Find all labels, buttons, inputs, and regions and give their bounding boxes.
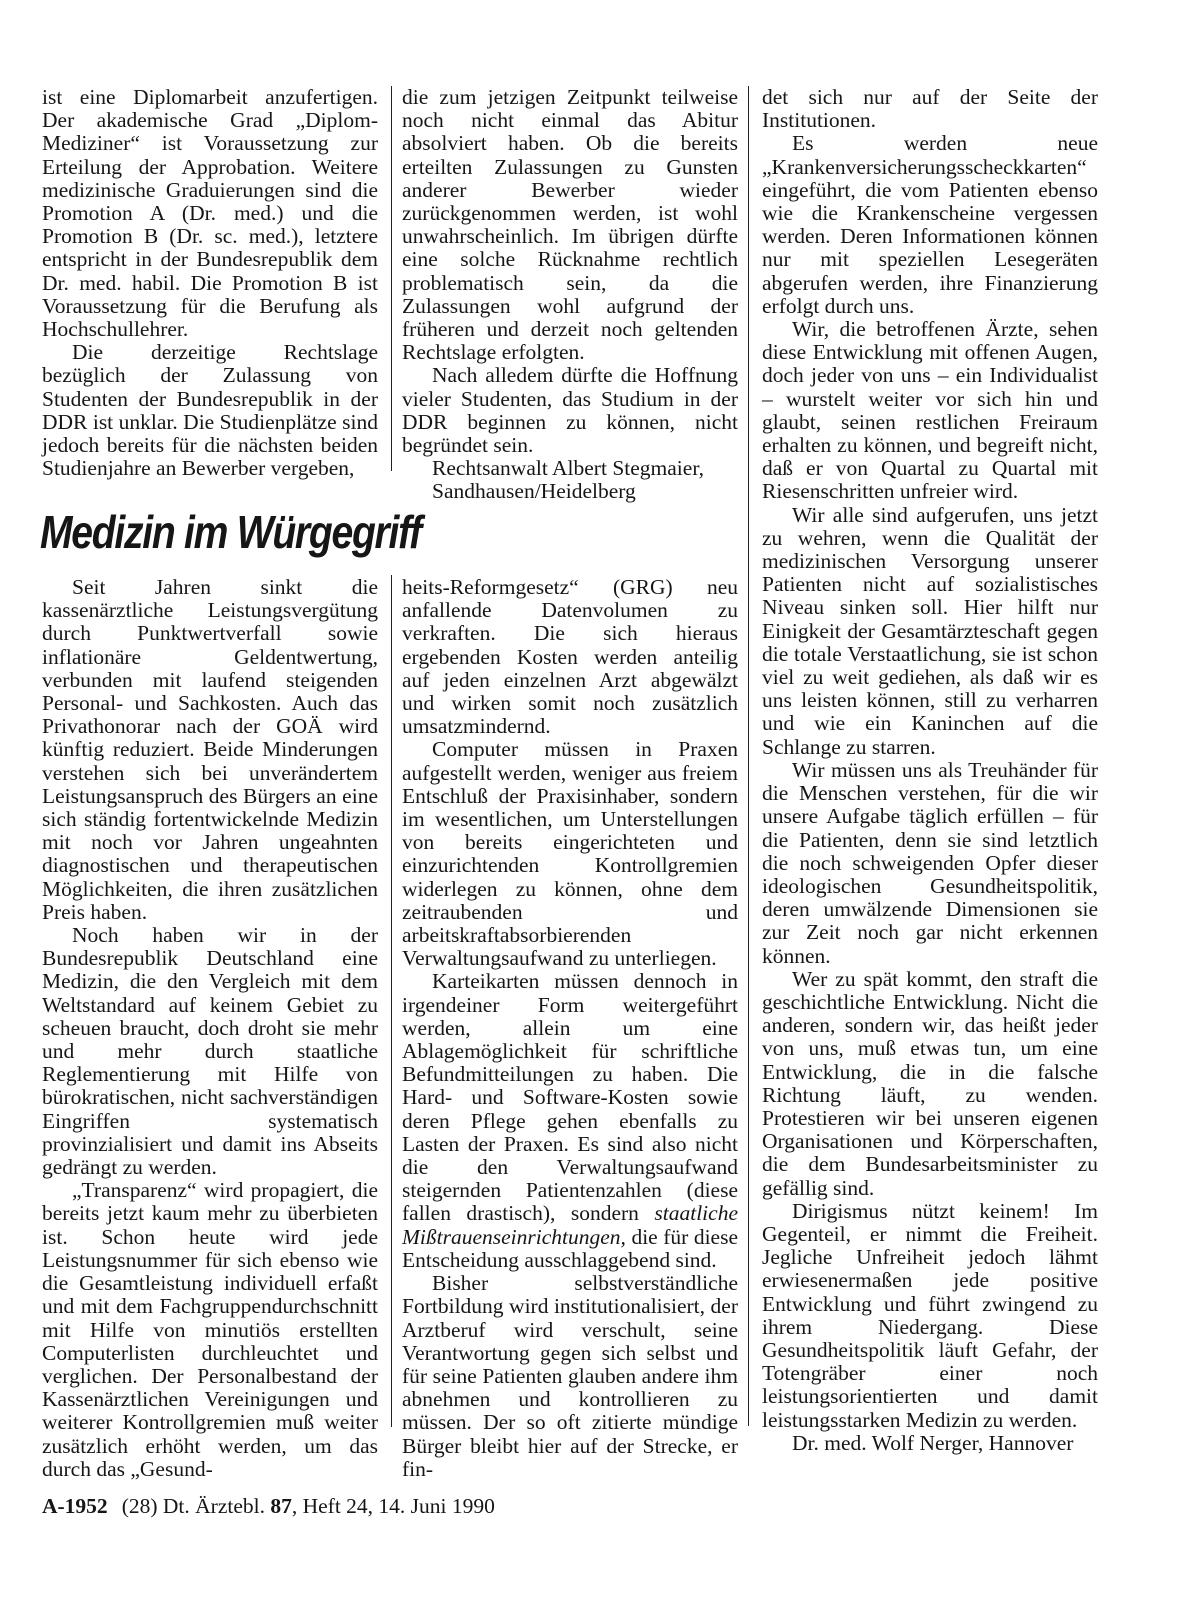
- paragraph: Noch haben wir in der Bundesrepublik Deutschland eine Medizin, die den Vergleich mit dem Weltstandard auf keinem Gebiet zu scheuen braucht, doch droht sie mehr und mehr durch staatliche Reglementierung mit Hilfe von bürokratischen, nicht sachverständigen Eingriffen systematisch provinzialisiert und damit ins Abseits gedrängt zu werden.: [42, 923, 378, 1180]
- paragraph: Dirigismus nützt keinem! Im Gegenteil, er nimmt die Freiheit. Jegliche Unfreiheit jedoch lähmt erwiesenermaßen jede positive Entwicklung und führt zwingend zu ihrem Niedergang. Diese Gesundheitspolitik läuft Gefahr, der Totengräber einer noch leistungsorientierten und damit leistungsstarken Medizin zu werden.: [762, 1198, 1098, 1432]
- paragraph: Es werden neue „Krankenversicherungsscheckkarten“ eingeführt, die vom Patienten ebenso wie die Krankenscheine vergessen werden. Deren Informationen können nur mit speziellen Lesegeräten abgerufen werden, ihre Finanzierung erfolgt durch uns.: [762, 131, 1098, 318]
- paragraph-text: Karteikarten müssen dennoch in irgendeiner Form weitergeführt werden, allein um eine Ablagemöglichkeit für schriftliche Befundmitteilungen zu haben. Die Hard- und Software-Kosten sowie deren Pflege gehen ebenfalls zu Lasten der Praxen. Es sind also nicht die den Verwaltungsaufwand steigernden Patientenzahlen (diese fallen drastisch), sondern: [402, 969, 738, 1226]
- journal-volume: 87: [270, 1494, 292, 1518]
- column-rule: [391, 86, 392, 471]
- paragraph: Nach alledem dürfte die Hoffnung vieler Studenten, das Studium in der DDR beginnen zu können, nicht begründet sein.: [402, 363, 738, 458]
- article-column-2: [402, 576, 738, 1481]
- journal-reference: (28) Dt. Ärztebl.: [121, 1494, 265, 1518]
- article-column-3: [762, 86, 1098, 1455]
- signature-line: Rechtsanwalt Albert Stegmaier,: [432, 456, 704, 481]
- top-column-1: [42, 86, 378, 480]
- article-headline: Medizin im Würgegriff: [40, 506, 421, 558]
- italic-phrase: staatliche Mißtrauenseinrichtungen,: [402, 1201, 738, 1249]
- paragraph: [402, 970, 738, 1272]
- signature-line: Dr. med. Wolf Nerger, Hannover: [792, 1430, 1074, 1455]
- paragraph-text: die für diese Entscheidung ausschlaggebend sind.: [402, 1224, 738, 1272]
- paragraph: ist eine Diplomarbeit anzufertigen. Der akademische Grad „Diplom-Mediziner“ ist Voraussetzung zur Erteilung der Approbation. Weitere medizinische Graduierungen sind die Promotion A (Dr. med.) und die Promotion B (Dr. sc. med.), letztere entspricht in der Bundesrepublik dem Dr. med. habil. Die Promotion B ist Voraussetzung für die Berufung als Hochschullehrer.: [42, 85, 378, 342]
- paragraph: Bisher selbstverständliche Fortbildung wird institutionalisiert, der Arztberuf wird verschult, seine Verantwortung gegen sich selbst und für seine Patienten glauben andere ihm abnehmen und kontrollieren zu müssen. Der so oft zitierte mündige Bürger bleibt hier auf der Strecke, er fin-: [402, 1271, 738, 1481]
- paragraph: Computer müssen in Praxen aufgestellt werden, weniger aus freiem Entschluß der Praxisinhaber, sondern im wesentlichen, um Unterstellungen von bereits eingerichteten und einzurichtenden Kontrollgremien widerlegen zu können, ohne dem zeitraubenden und arbeitskraftabsorbierenden Verwaltungsaufwand zu unterliegen.: [402, 737, 738, 971]
- paragraph: Wir, die betroffenen Ärzte, sehen diese Entwicklung mit offenen Augen, doch jeder von uns – ein Individualist – wurstelt weiter vor sich hin und glaubt, seinen restlichen Freiraum erhalten zu können, und begreift nicht, daß er von Quartal zu Quartal mit Riesenschritten unfreier wird.: [762, 317, 1098, 504]
- top-column-2: [402, 86, 738, 504]
- column-rule: [748, 86, 749, 1426]
- signature-line: Sandhausen/Heidelberg: [432, 479, 636, 504]
- paragraph: Die derzeitige Rechtslage bezüglich der Zulassung von Studenten der Bundesrepublik in der DDR ist unklar. Die Studienplätze sind jedoch bereits für die nächsten beiden Studienjahre an Bewerber vergeben,: [42, 340, 378, 481]
- paragraph: Wir müssen uns als Treuhänder für die Menschen verstehen, für die wir unsere Aufgabe täglich erfüllen – für die Patienten, denn sie sind letztlich die noch schweigenden Opfer dieser ideologischen Gesundheitspolitik, deren umwälzende Dimensionen sie zur Zeit noch gar nicht erkennen können.: [762, 757, 1098, 968]
- journal-issue: , Heft 24, 14. Juni 1990: [291, 1494, 495, 1518]
- article-column-1: [42, 576, 378, 1481]
- paragraph: heits-Reformgesetz“ (GRG) neu anfallende Datenvolumen zu verkraften. Die sich hieraus ergebenden Kosten werden anteilig auf jeden einzelnen Arzt abgewälzt und wirken somit noch zusätzlich umsatzmindernd.: [402, 575, 738, 739]
- paragraph: die zum jetzigen Zeitpunkt teilweise noch nicht einmal das Abitur absolviert haben. Ob die bereits erteilten Zulassungen zu Gunsten anderer Bewerber wieder zurückgenommen werden, ist wohl unwahrscheinlich. Im übrigen dürfte eine solche Rücknahme rechtlich problematisch sein, da die Zulassungen wohl aufgrund der früheren und derzeit noch geltenden Rechtslage erfolgten.: [402, 85, 738, 365]
- page-number: A-1952: [42, 1494, 108, 1518]
- column-rule: [391, 575, 392, 1427]
- paragraph: Seit Jahren sinkt die kassenärztliche Leistungsvergütung durch Punktwertverfall sowie inflationäre Geldentwertung, verbunden mit laufend steigenden Personal- und Sachkosten. Auch das Privathonorar nach der GOÄ wird künftig reduziert. Beide Minderungen verstehen sich bei unverändertem Leistungsanspruch des Bürgers an eine sich ständig fortentwickelnde Medizin mit noch vor Jahren ungeahnten diagnostischen und therapeutischen Möglichkeiten, die ihren zusätzlichen Preis haben.: [42, 575, 378, 924]
- page-footer: [42, 1494, 495, 1519]
- paragraph: Wer zu spät kommt, den straft die geschichtliche Entwicklung. Nicht die anderen, sondern wir, das heißt jeder von uns, muß etwas tun, um eine Entwicklung, die in die falsche Richtung läuft, zu wenden. Protestieren wir bei unseren eigenen Organisationen und Körperschaften, die dem Bundesarbeitsminister zu gefällig sind.: [762, 966, 1098, 1200]
- paragraph: det sich nur auf der Seite der Institutionen.: [762, 85, 1098, 133]
- paragraph: „Transparenz“ wird propagiert, die bereits jetzt kaum mehr zu überbieten ist. Schon heute wird jede Leistungsnummer für sich ebenso wie die Gesamtleistung individuell erfaßt und mit dem Fachgruppendurchschnitt mit Hilfe von minutiös erstellten Computerlisten durchleuchtet und verglichen. Der Personalbestand der Kassenärztlichen Vereinigungen und weiterer Kontrollgremien muß weiter zusätzlich erhöht werden, um das durch das „Gesund-: [42, 1178, 378, 1481]
- paragraph: Wir alle sind aufgerufen, uns jetzt zu wehren, wenn die Qualität der medizinischen Versorgung unserer Patienten nicht auf sozialistisches Niveau sinken soll. Hier hilft nur Einigkeit der Gesamtärzteschaft gegen die totale Verstaatlichung, sie ist schon viel zu weit gediehen, als daß wir es uns leisten können, still zu verharren und wie ein Kaninchen auf die Schlange zu starren.: [762, 502, 1098, 759]
